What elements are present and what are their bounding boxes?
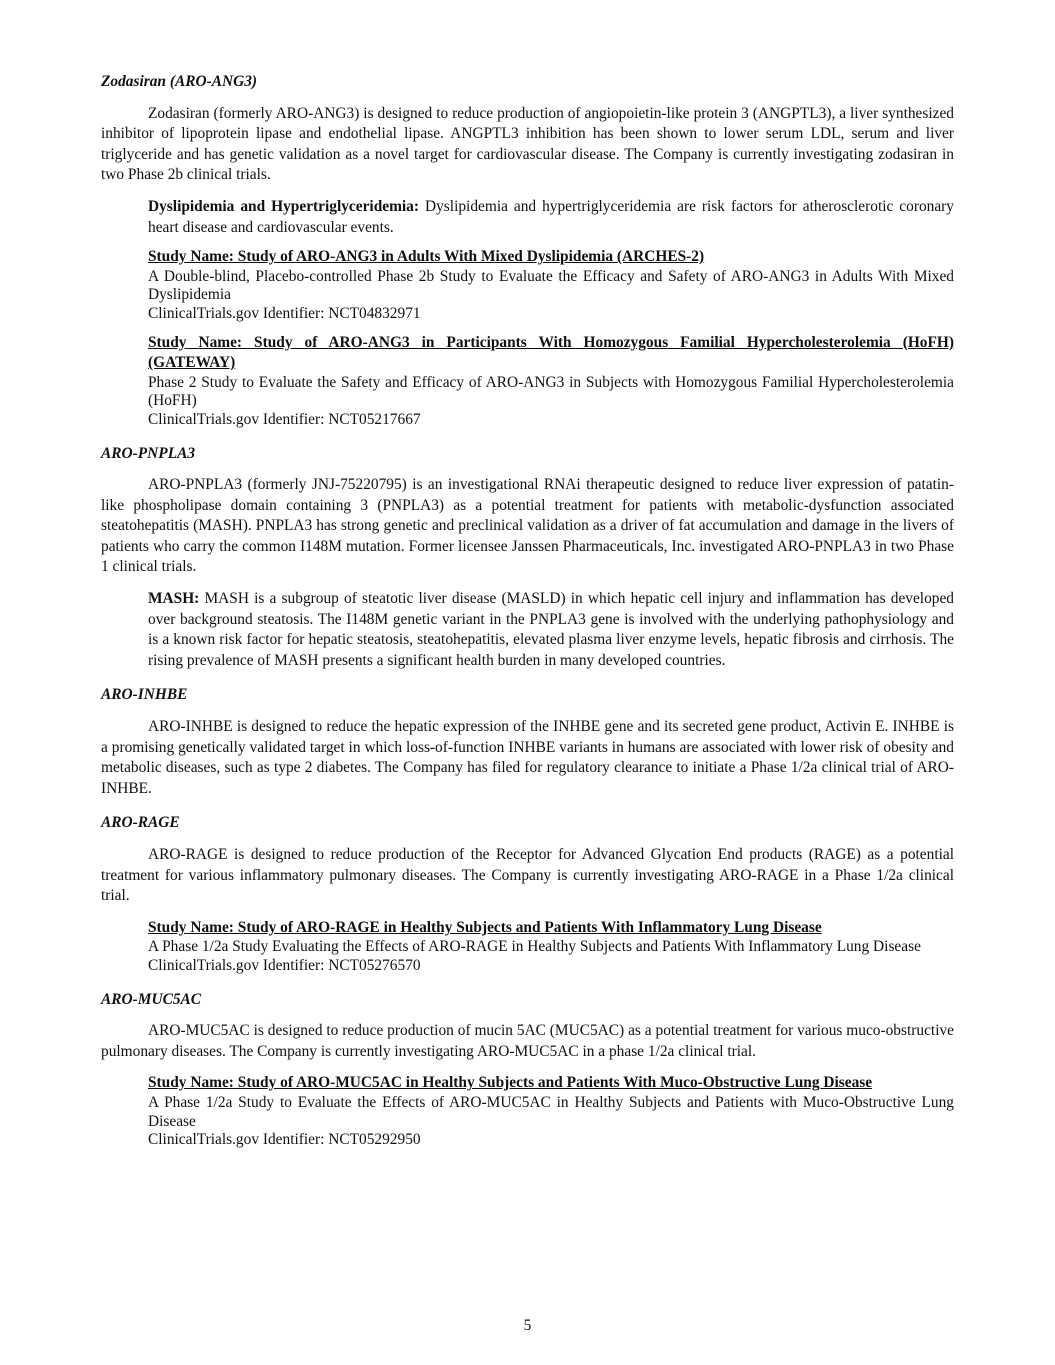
- indication-text: MASH is a subgroup of steatotic liver disease (MASLD) in which hepatic cell injury and inflammation has developed over background steatosis. The I148M genetic variant in the PNPLA3 gene is involved with the underlying pathophysiology and is a known risk factor for hepatic steatosis, steatohepatitis, elevated plasma liver enzyme levels, hepatic fibrosis and cirrhosis. The rising prevalence of MASH presents a significant health burden in many developed countries.: [148, 590, 954, 669]
- section-zodasiran: [101, 72, 954, 430]
- section-aro-pnpla3: [101, 444, 954, 672]
- study-identifier: ClinicalTrials.gov Identifier: NCT05276570: [148, 956, 421, 974]
- section-paragraph: ARO-MUC5AC is designed to reduce production of mucin 5AC (MUC5AC) as a potential treatment for various muco-obstructive pulmonary diseases. The Company is currently investigating ARO-MUC5AC in a phase 1/2a clinical trial.: [101, 1022, 954, 1060]
- section-heading: ARO-PNPLA3: [101, 444, 196, 462]
- study-block: [148, 1073, 954, 1149]
- study-description: A Phase 1/2a Study Evaluating the Effects of ARO-RAGE in Healthy Subjects and Patients With Inflammatory Lung Disease: [148, 938, 921, 956]
- document-page: [101, 72, 954, 1159]
- section-paragraph: ARO-RAGE is designed to reduce production of the Receptor for Advanced Glycation End products (RAGE) as a potential treatment for various inflammatory pulmonary diseases. The Company is currently investigating ARO-RAGE in a Phase 1/2a clinical trial.: [101, 846, 954, 905]
- page-number: 5: [523, 1317, 532, 1334]
- section-paragraph: Zodasiran (formerly ARO-ANG3) is designed to reduce production of angiopoietin-like protein 3 (ANGPTL3), a liver synthesized inhibitor of lipoprotein lipase and endothelial lipase. ANGPTL3 inhibition has been shown to lower serum LDL, serum and liver triglyceride and has genetic validation as a novel target for cardiovascular disease. The Company is currently investigating zodasiran in two Phase 2b clinical trials.: [101, 104, 954, 184]
- section-aro-muc5ac: [101, 990, 954, 1150]
- section-paragraph: ARO-PNPLA3 (formerly JNJ-75220795) is an investigational RNAi therapeutic designed to reduce liver expression of patatin-like phospholipase domain containing 3 (PNPLA3) as a potential treatment for patients with metabolic-dysfunction associated steatohepatitis (MASH). PNPLA3 has strong genetic and preclinical validation as a driver of fat accumulation and damage in the livers of patients who carry the common I148M mutation. Former licensee Janssen Pharmaceuticals, Inc. investigated ARO-PNPLA3 in two Phase 1 clinical trials.: [101, 476, 954, 576]
- study-block: [148, 918, 954, 976]
- study-title: Study Name: Study of ARO-ANG3 in Adults With Mixed Dyslipidemia (ARCHES-2): [148, 248, 705, 266]
- study-identifier: ClinicalTrials.gov Identifier: NCT04832971: [148, 304, 421, 322]
- study-title: Study Name: Study of ARO-MUC5AC in Healthy Subjects and Patients With Muco-Obstructive Lung Disease: [148, 1074, 873, 1092]
- study-title: Study Name: Study of ARO-RAGE in Healthy Subjects and Patients With Inflammatory Lung Disease: [148, 918, 822, 936]
- indication-label: Dyslipidemia and Hypertriglyceridemia:: [148, 197, 420, 215]
- study-title: Study Name: Study of ARO-ANG3 in Participants With Homozygous Familial Hypercholesterolemia (HoFH) (GATEWAY): [148, 333, 954, 372]
- indication-block: [148, 197, 954, 238]
- section-heading: Zodasiran (ARO-ANG3): [101, 73, 258, 90]
- study-description: A Double-blind, Placebo-controlled Phase 2b Study to Evaluate the Efficacy and Safety of ARO-ANG3 in Adults With Mixed Dyslipidemia: [148, 267, 954, 304]
- section-heading: ARO-RAGE: [101, 814, 180, 832]
- section-aro-rage: [101, 813, 954, 975]
- indication-text: Dyslipidemia and hypertriglyceridemia are risk factors for atherosclerotic coronary heart disease and cardiovascular events.: [148, 197, 954, 236]
- study-identifier: ClinicalTrials.gov Identifier: NCT05292950: [148, 1131, 421, 1149]
- indication-block: [148, 589, 954, 671]
- indication-label: MASH:: [148, 590, 200, 608]
- study-identifier: ClinicalTrials.gov Identifier: NCT05217667: [148, 410, 421, 428]
- section-heading: ARO-MUC5AC: [101, 990, 202, 1008]
- section-heading: ARO-INHBE: [101, 686, 188, 704]
- study-block: [148, 247, 954, 323]
- study-block: [148, 333, 954, 430]
- section-paragraph: ARO-INHBE is designed to reduce the hepatic expression of the INHBE gene and its secreted gene product, Activin E. INHBE is a promising genetically validated target in which loss-of-function INHBE variants in humans are associated with lower risk of obesity and metabolic diseases, such as type 2 diabetes. The Company has filed for regulatory clearance to initiate a Phase 1/2a clinical trial of ARO-INHBE.: [101, 718, 954, 797]
- study-description: Phase 2 Study to Evaluate the Safety and Efficacy of ARO-ANG3 in Subjects with Homozygous Familial Hypercholesterolemia (HoFH): [148, 373, 954, 410]
- study-description: A Phase 1/2a Study to Evaluate the Effects of ARO-MUC5AC in Healthy Subjects and Patients with Muco-Obstructive Lung Disease: [148, 1093, 954, 1130]
- section-aro-inhbe: [101, 685, 954, 799]
